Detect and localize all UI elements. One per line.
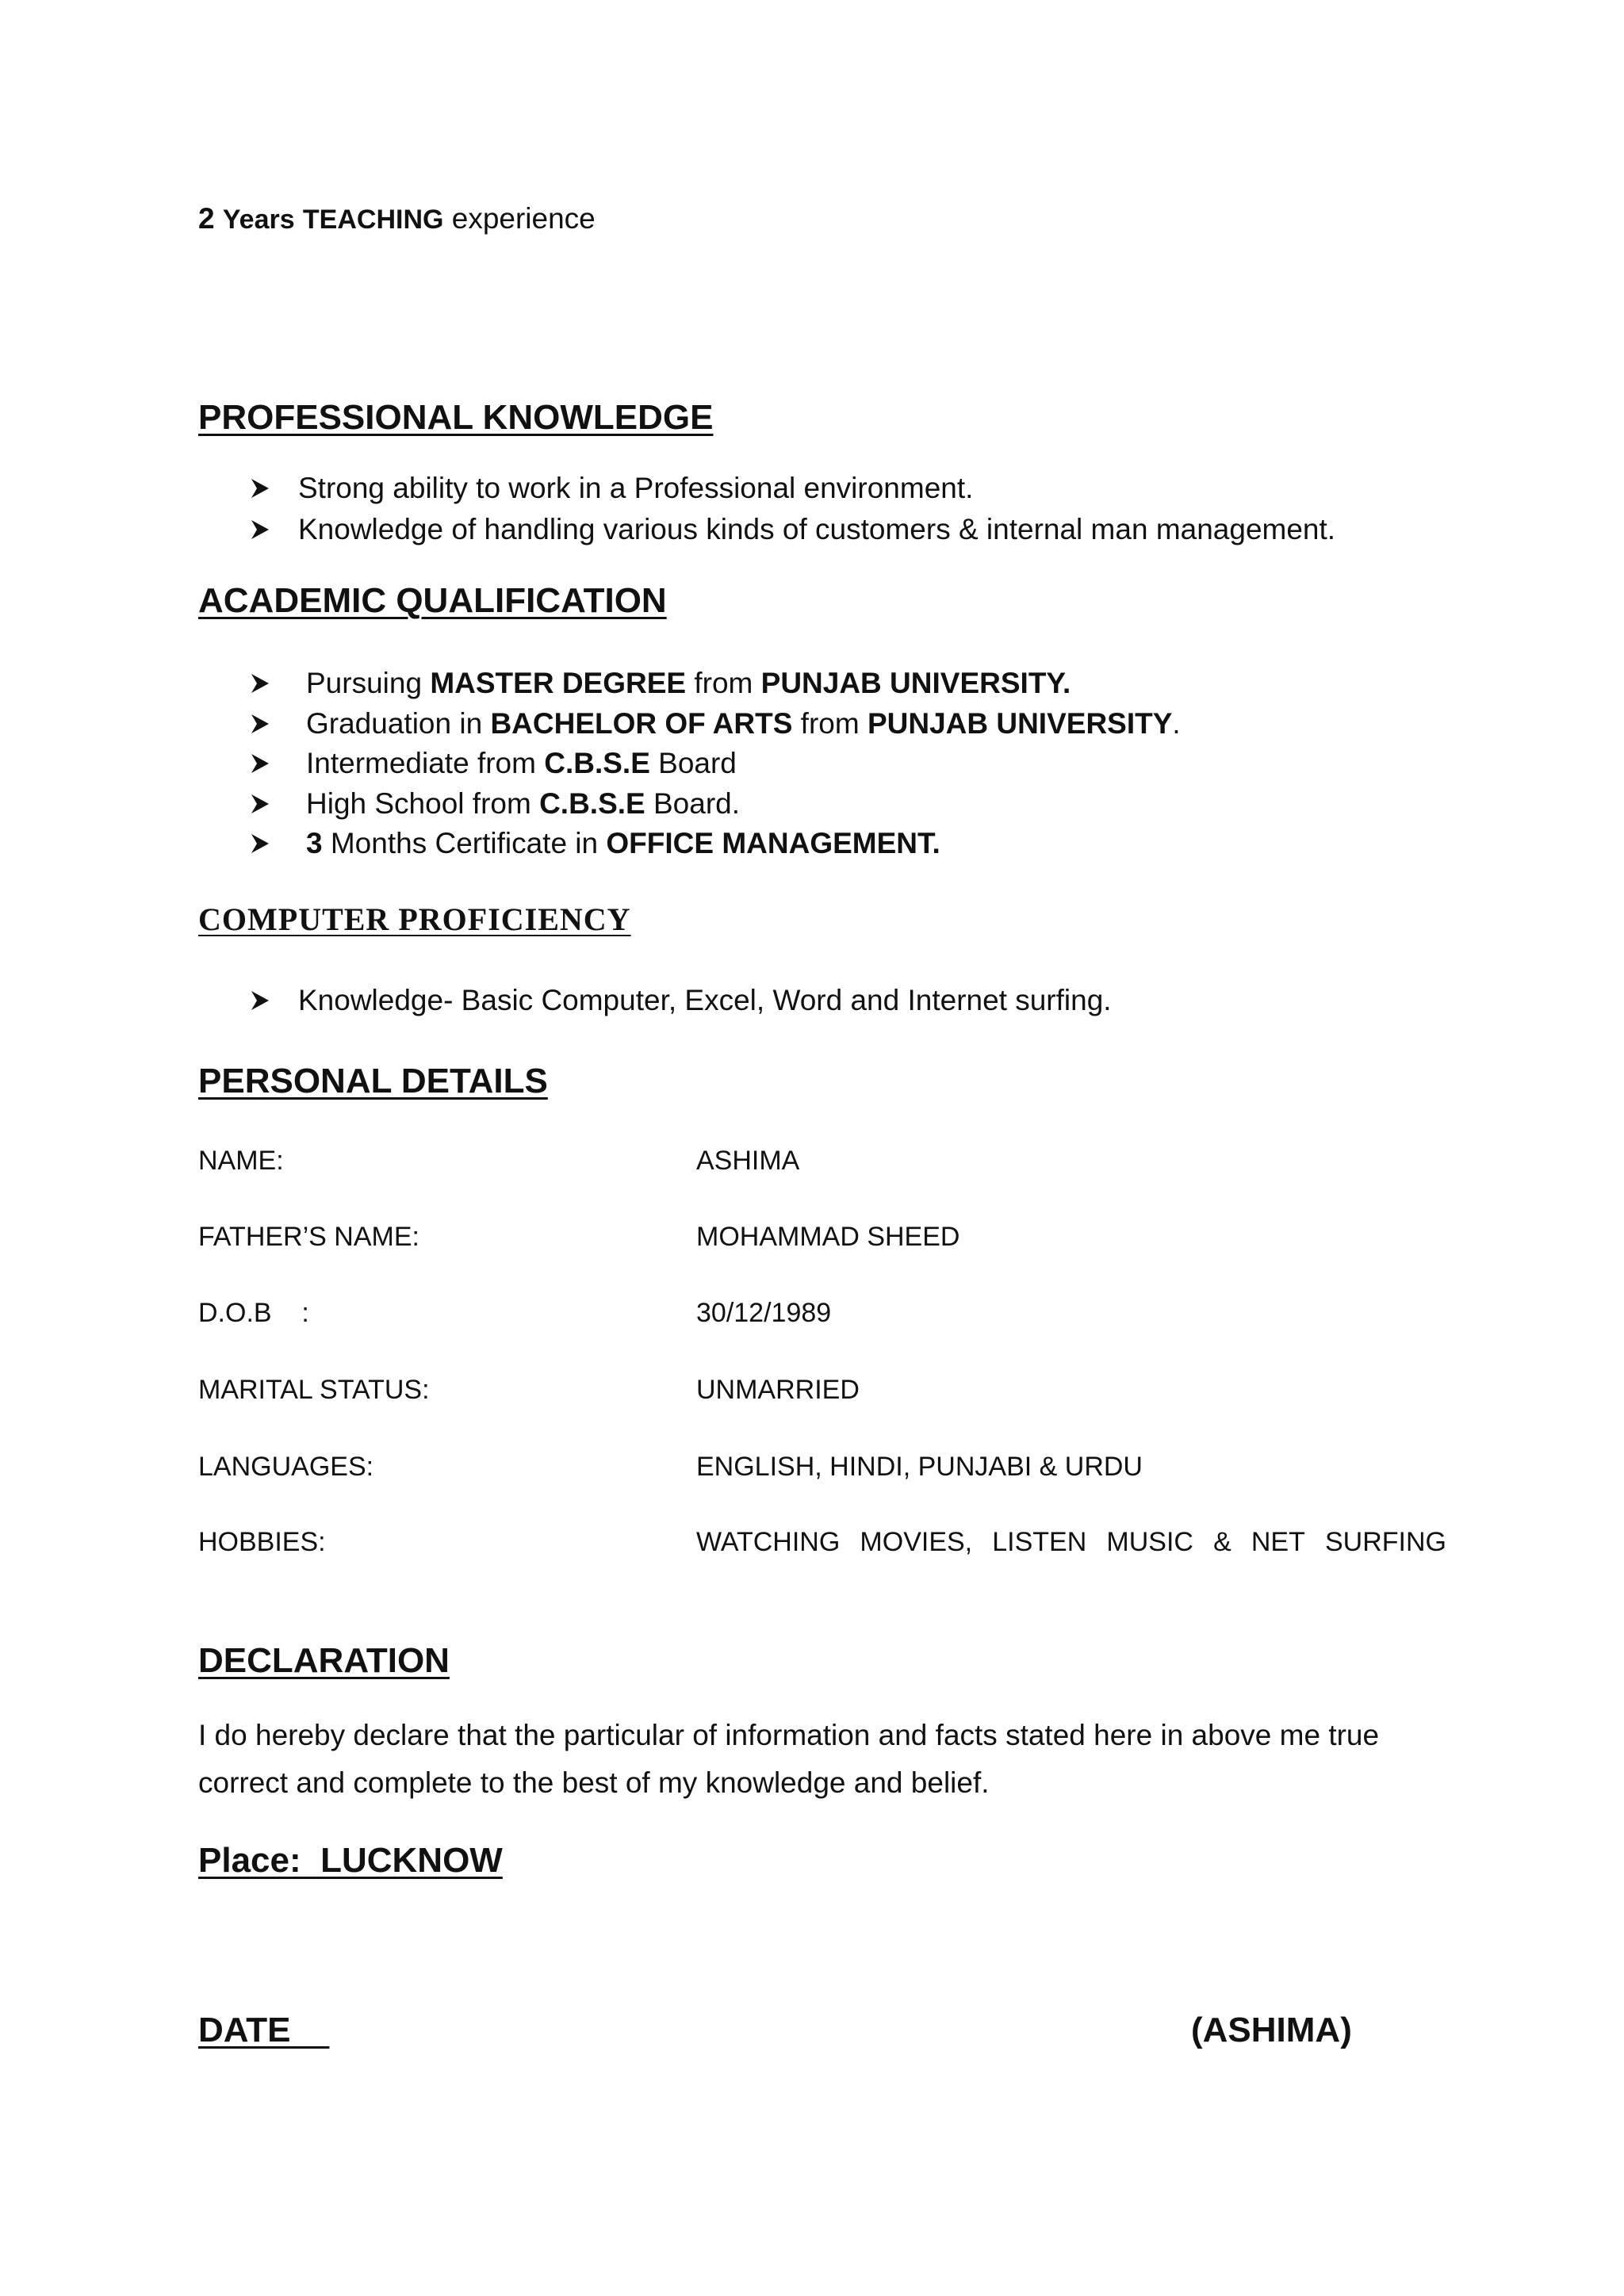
pd-label-dob: D.O.B : [198, 1298, 309, 1328]
computer-item-text: Knowledge- Basic Computer, Excel, Word and Internet surfing. [298, 984, 1112, 1016]
pd-value-dob: 30/12/1989 [696, 1298, 832, 1328]
list-item [251, 706, 1181, 741]
list-item [251, 512, 1335, 547]
hobby-word: MOVIES, [860, 1527, 973, 1557]
pd-label-marital-status: MARITAL STATUS: [198, 1375, 430, 1405]
arrow-bullet-icon [251, 794, 270, 814]
academic-item-text: Graduation in BACHELOR OF ARTS from PUNJAB UNIVERSITY. [306, 707, 1181, 740]
experience-teaching: TEACHING [302, 205, 444, 235]
pd-label-name: NAME: [198, 1146, 284, 1176]
arrow-bullet-icon [251, 478, 270, 499]
pd-value-marital-status: UNMARRIED [696, 1375, 860, 1405]
list-item [251, 471, 973, 506]
academic-item-text: Pursuing MASTER DEGREE from PUNJAB UNIVERSITY. [306, 667, 1071, 699]
pd-value-father-name: MOHAMMAD SHEED [696, 1222, 960, 1252]
pd-label-hobbies: HOBBIES: [198, 1527, 326, 1557]
hobby-word: LISTEN [992, 1527, 1087, 1557]
declaration-heading: DECLARATION [198, 1641, 450, 1680]
date-label: DATE [198, 2011, 330, 2049]
hobby-word: WATCHING [696, 1527, 841, 1557]
arrow-bullet-icon [251, 833, 270, 854]
pd-value-name: ASHIMA [696, 1146, 800, 1176]
pd-value-hobbies [696, 1526, 1446, 1558]
experience-years-number: 2 [198, 202, 215, 235]
academic-item-text: 3 Months Certificate in OFFICE MANAGEMENT. [306, 827, 940, 859]
arrow-bullet-icon [251, 753, 270, 774]
experience-years-word: Years [222, 205, 295, 235]
pk-item-text: Strong ability to work in a Professional environment. [298, 472, 974, 504]
professional-knowledge-heading: PROFESSIONAL KNOWLEDGE [198, 398, 714, 437]
arrow-bullet-icon [251, 990, 270, 1011]
experience-rest: experience [451, 202, 596, 235]
list-item [251, 666, 1071, 701]
hobby-word: MUSIC [1106, 1527, 1193, 1557]
list-item [251, 786, 740, 821]
personal-details-heading: PERSONAL DETAILS [198, 1062, 548, 1100]
list-item [251, 746, 737, 781]
academic-qualification-heading: ACADEMIC QUALIFICATION [198, 581, 667, 620]
declaration-text-line-1: I do hereby declare that the particular of information and facts stated here in above me true [198, 1719, 1380, 1751]
academic-item-text: High School from C.B.S.E Board. [306, 787, 741, 820]
experience-line [198, 201, 596, 237]
hobby-word: NET [1251, 1527, 1305, 1557]
pk-item-text: Knowledge of handling various kinds of customers & internal man management. [298, 513, 1336, 545]
list-item [251, 826, 940, 861]
computer-proficiency-heading: COMPUTER PROFICIENCY [198, 901, 631, 937]
arrow-bullet-icon [251, 714, 270, 734]
declaration-text-line-2: correct and complete to the best of my knowledge and belief. [198, 1766, 990, 1799]
pd-value-languages: ENGLISH, HINDI, PUNJABI & URDU [696, 1452, 1143, 1482]
arrow-bullet-icon [251, 519, 270, 540]
signature-name: (ASHIMA) [1191, 2011, 1352, 2049]
academic-item-text: Intermediate from C.B.S.E Board [306, 747, 737, 779]
hobby-word: & [1213, 1527, 1231, 1557]
hobby-word: SURFING [1324, 1527, 1446, 1557]
place-line: Place: LUCKNOW [198, 1841, 503, 1880]
pd-label-father-name: FATHER’S NAME: [198, 1222, 419, 1252]
list-item [251, 983, 1112, 1018]
pd-label-languages: LANGUAGES: [198, 1452, 374, 1482]
declaration-line-1 [198, 1718, 1443, 1753]
arrow-bullet-icon [251, 673, 270, 694]
